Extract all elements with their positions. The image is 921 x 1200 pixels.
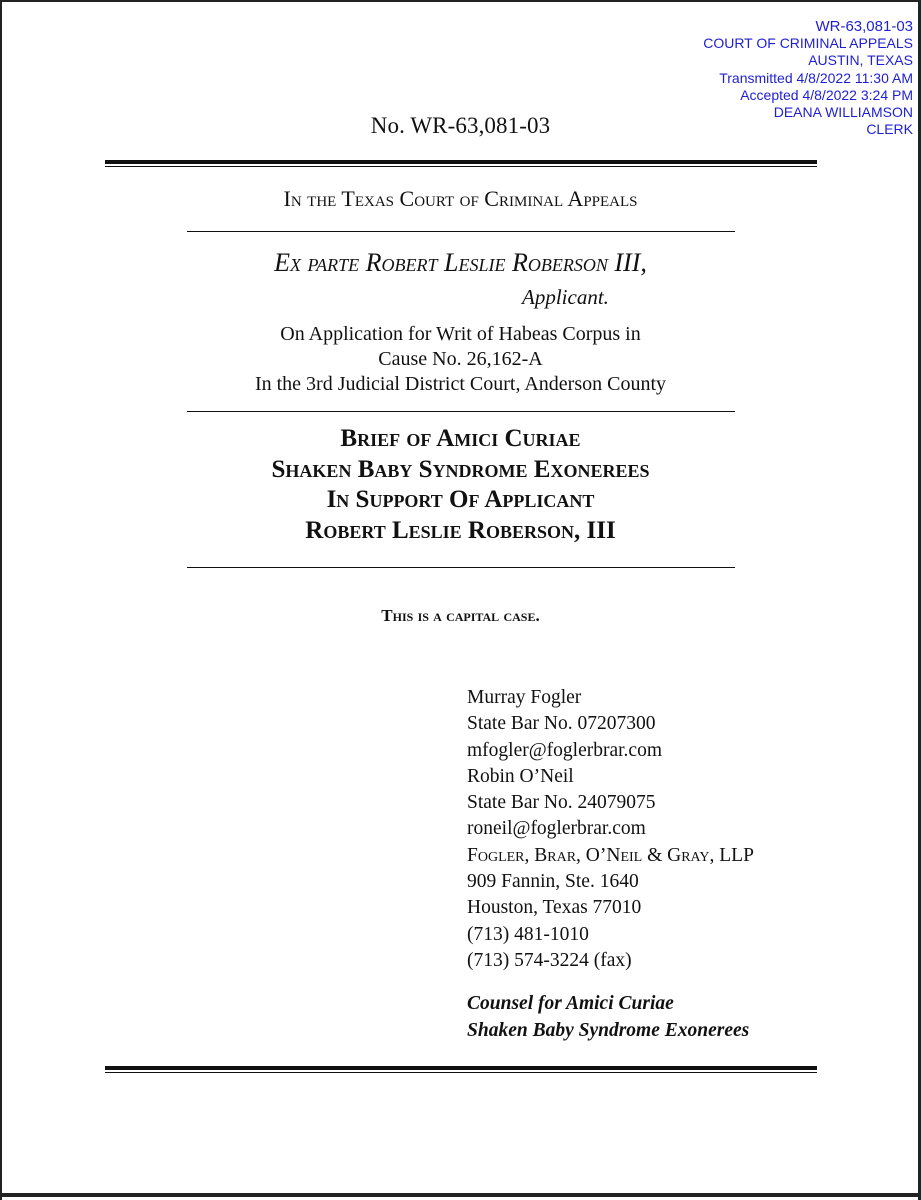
counsel-for-line: Shaken Baby Syndrome Exonerees: [467, 1020, 750, 1041]
origin-line: On Application for Writ of Habeas Corpus in: [280, 323, 641, 345]
page-border-top: [0, 0, 921, 2]
counsel-email: mfogler@foglerbrar.com: [467, 739, 663, 761]
counsel-name: Murray Fogler: [467, 687, 582, 708]
counsel-name: Robin O’Neil: [467, 765, 574, 787]
stamp-case-number: WR-63,081-03: [815, 18, 913, 35]
brief-title-line: Robert Leslie Roberson, III: [305, 516, 616, 544]
counsel-email: roneil@foglerbrar.com: [467, 818, 646, 840]
party-role: Applicant.: [522, 285, 609, 309]
stamp-transmitted: Transmitted 4/8/2022 11:30 AM: [719, 69, 913, 86]
firm-phone: (713) 481-1010: [467, 923, 589, 945]
rule-after-court: [187, 231, 735, 232]
case-origin: [0, 322, 921, 397]
counsel-for-line: Counsel for Amici Curiae: [467, 993, 674, 1014]
brief-title-line: In Support Of Applicant: [326, 486, 595, 513]
firm-city: Houston, Texas 77010: [467, 897, 642, 919]
rule-before-title: [187, 411, 735, 412]
origin-line: In the 3rd Judicial District Court, Anderson County: [254, 373, 667, 395]
page-border-bottom: [0, 1193, 921, 1197]
capital-case-notice: This is a capital case.: [381, 606, 540, 625]
rule-after-title: [187, 567, 735, 568]
case-caption: Ex parte Robert Leslie Roberson III,: [274, 248, 647, 277]
stamp-clerk-name: DEANA WILLIAMSON: [773, 104, 913, 121]
stamp-court: COURT OF CRIMINAL APPEALS: [703, 35, 913, 52]
counsel-bar-number: State Bar No. 24079075: [467, 792, 656, 814]
counsel-for: [467, 990, 749, 1044]
brief-title: [0, 424, 921, 546]
stamp-accepted: Accepted 4/8/2022 3:24 PM: [740, 86, 913, 103]
counsel-bar-number: State Bar No. 07207300: [467, 713, 656, 735]
brief-title-line: Brief of Amici Curiae: [340, 425, 581, 452]
docket-number: No. WR-63,081-03: [370, 113, 551, 138]
law-firm-name: Fogler, Brar, O’Neil & Gray, LLP: [467, 844, 754, 866]
brief-title-line: Shaken Baby Syndrome Exonerees: [271, 455, 650, 483]
court-heading: In the Texas Court of Criminal Appeals: [283, 186, 638, 211]
counsel-block: [467, 685, 754, 974]
page-border-left: [0, 0, 2, 1200]
bottom-double-rule: [105, 1066, 817, 1073]
top-double-rule: [105, 160, 817, 167]
stamp-city: AUSTIN, TEXAS: [808, 52, 913, 69]
stamp-clerk-title: CLERK: [866, 121, 913, 138]
origin-line: Cause No. 26,162-A: [378, 348, 543, 370]
firm-address: 909 Fannin, Ste. 1640: [467, 871, 639, 893]
firm-fax: (713) 574-3224 (fax): [467, 949, 632, 971]
